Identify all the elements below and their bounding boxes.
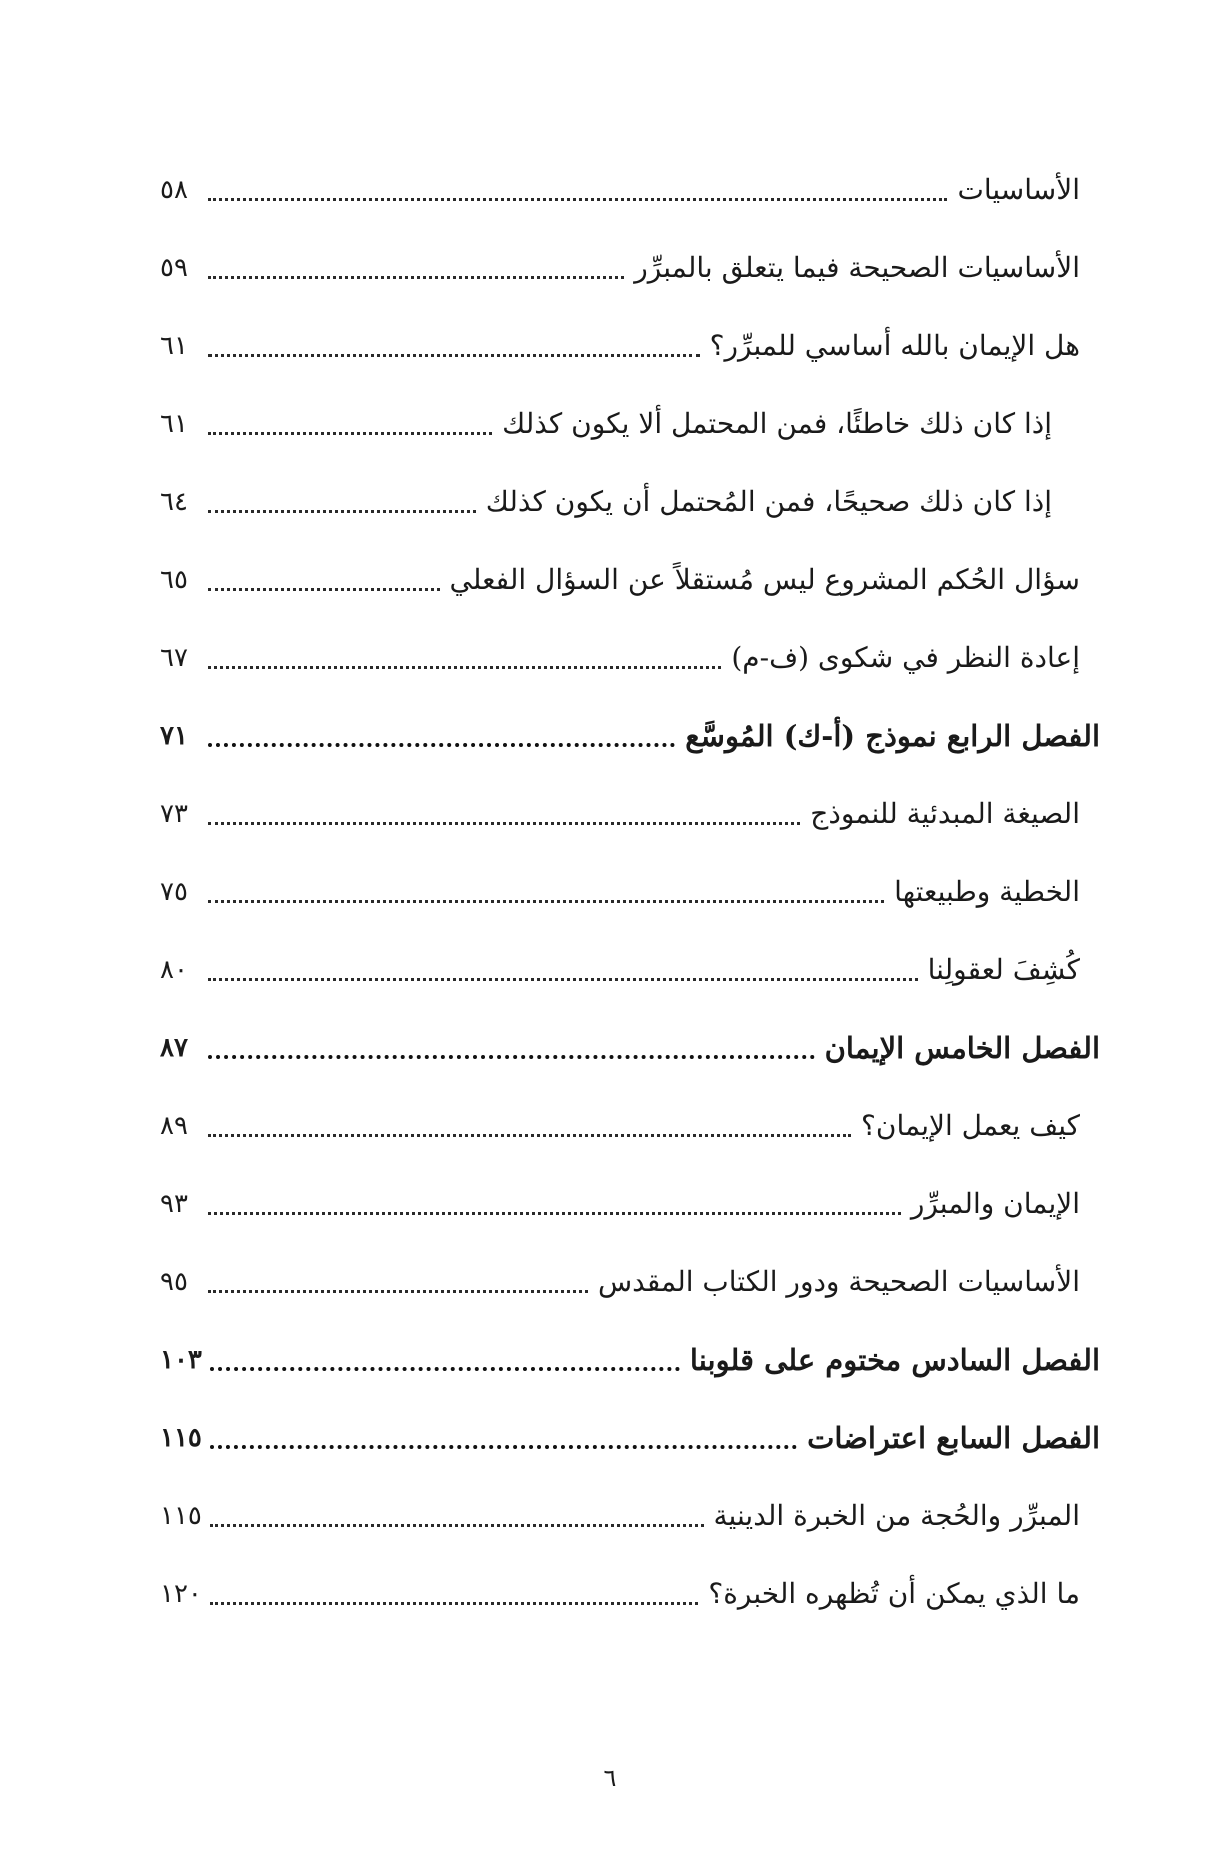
toc-entry-page: ٧٣ [160,799,188,829]
toc-entry-title: كيف يعمل الإيمان؟ [861,1109,1080,1142]
dot-leader [208,977,918,981]
toc-entry-title: ما الذي يمكن أن تُظهره الخبرة؟ [708,1577,1080,1610]
dot-leader [208,1133,851,1137]
toc-entry-title: إذا كان ذلك صحيحًا، فمن المُحتمل أن يكون كذلك [485,485,1052,518]
toc-entry-title: الأساسيات الصحيحة فيما يتعلق بالمبرِّر [634,251,1080,284]
dot-leader [210,1444,797,1449]
toc-chapter-entry [160,1388,1100,1466]
toc-entry [160,530,1080,608]
toc-entry [160,140,1080,218]
dot-leader [208,197,947,201]
dot-leader [208,431,492,435]
toc-entry-page: ٧٥ [160,877,188,907]
page-number: ٦ [603,1764,617,1792]
toc-entry-title: الأساسيات الصحيحة ودور الكتاب المقدس [597,1265,1080,1298]
toc-entry-title: هل الإيمان بالله أساسي للمبرِّر؟ [709,329,1080,362]
toc-entry [160,1076,1080,1154]
toc-entry-page: ٨٩ [160,1111,188,1141]
toc-chapter-page: ٧١ [160,721,188,751]
dot-leader [208,1289,588,1293]
toc-entry-page: ٦٥ [160,565,188,595]
toc-entry [160,1544,1080,1622]
toc-entry-page: ٦٤ [160,487,188,517]
toc-chapter-entry [160,998,1100,1076]
dot-leader [208,821,800,825]
table-of-contents [160,140,1100,1622]
toc-entry-page: ٦١ [160,331,188,361]
toc-entry-page: ٥٩ [160,253,188,283]
dot-leader [210,1523,704,1527]
dot-leader [208,587,440,591]
dot-leader [208,665,721,669]
toc-chapter-page: ١٠٣ [160,1345,202,1375]
toc-chapter-entry [160,1310,1100,1388]
toc-entry-title: الخطية وطبيعتها [894,875,1080,908]
toc-entry [160,1232,1080,1310]
dot-leader [210,1601,698,1605]
dot-leader [208,275,624,279]
toc-chapter-page: ١١٥ [160,1423,202,1453]
toc-entry [160,1466,1080,1544]
toc-entry [160,452,1080,530]
toc-entry-page: ١٢٠ [160,1579,202,1609]
toc-entry-title: إعادة النظر في شكوى (ف-م) [731,641,1080,674]
dot-leader [210,1366,680,1371]
toc-chapter-title: الفصل الرابع نموذج (أ-ك) المُوسَّع [685,719,1100,753]
toc-entry-page: ٩٥ [160,1267,188,1297]
toc-entry-title: الصيغة المبدئية للنموذج [810,797,1080,830]
dot-leader [208,353,700,357]
toc-entry-title: الإيمان والمبرِّر [910,1187,1080,1220]
dot-leader [208,899,884,903]
dot-leader [208,1211,901,1215]
dot-leader [208,1054,815,1059]
toc-entry [160,1154,1080,1232]
toc-entry [160,764,1080,842]
toc-entry-title: إذا كان ذلك خاطئًا، فمن المحتمل ألا يكون كذلك [502,407,1052,440]
toc-entry-page: ١١٥ [160,1501,202,1531]
toc-entry-page: ٥٨ [160,175,188,205]
toc-entry [160,374,1080,452]
toc-entry-title: كُشِفَ لعقولِنا [927,953,1080,986]
toc-entry [160,920,1080,998]
toc-entry-page: ٩٣ [160,1189,188,1219]
toc-entry [160,608,1080,686]
toc-chapter-title: الفصل الخامس الإيمان [824,1031,1100,1065]
toc-entry-title: سؤال الحُكم المشروع ليس مُستقلاً عن السؤال الفعلي [449,563,1080,596]
toc-chapter-title: الفصل السادس مختوم على قلوبنا [689,1343,1100,1377]
dot-leader [208,742,675,747]
toc-entry-title: الأساسيات [957,173,1080,206]
toc-chapter-title: الفصل السابع اعتراضات [807,1421,1100,1455]
toc-chapter-page: ٨٧ [160,1033,188,1063]
toc-entry [160,296,1080,374]
toc-entry [160,842,1080,920]
toc-entry-page: ٦١ [160,409,188,439]
toc-entry-page: ٨٠ [160,955,188,985]
toc-entry [160,218,1080,296]
dot-leader [208,509,476,513]
toc-entry-page: ٦٧ [160,643,188,673]
toc-chapter-entry [160,686,1100,764]
toc-entry-title: المبرِّر والحُجة من الخبرة الدينية [713,1499,1080,1532]
